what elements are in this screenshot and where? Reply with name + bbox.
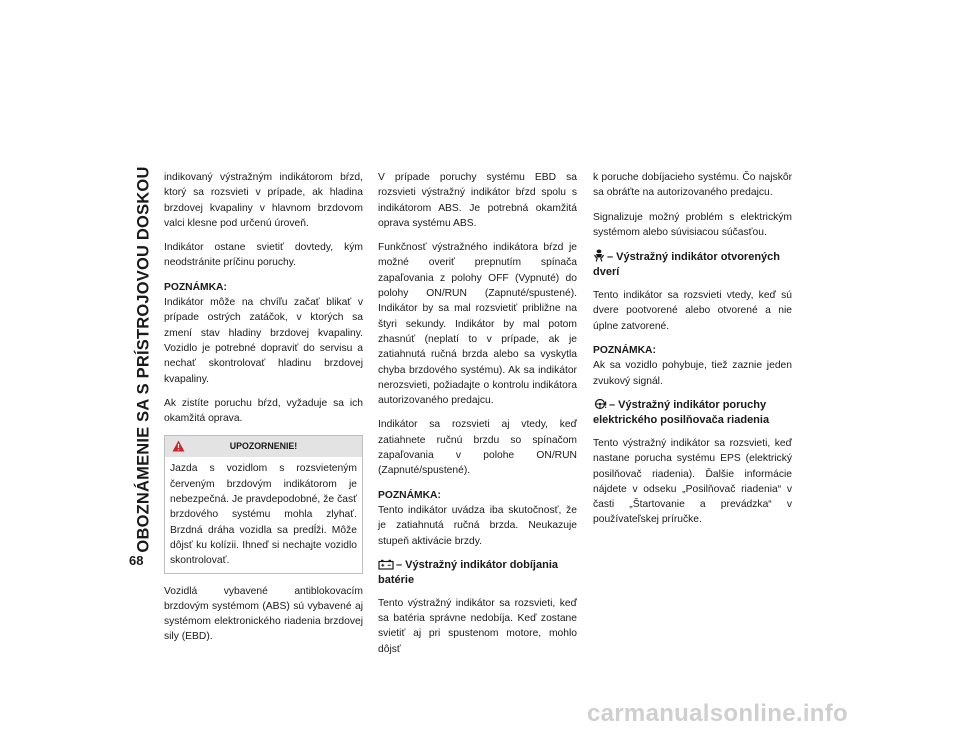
column-1	[164, 170, 363, 654]
door-ajar-icon	[593, 249, 605, 262]
paragraph: Ak zistíte poruchu bŕzd, vyžaduje sa ich okamžitá oprava.	[164, 397, 363, 425]
warning-text: Jazda s vozidlom s rozsvieteným červeným brzdovým indikátorom je nebezpečná. Je pravdepodobné, že časť brzdového systému mohla zlyhať. Brzdná dráha vozidla sa predĺži. Môže dôjsť ku kolízii. Ihneď si nechajte vozidlo skontrolovať.	[170, 463, 357, 567]
note-text: Ak sa vozidlo pohybuje, tiež zaznie jeden zvukový signál.	[593, 360, 792, 387]
paragraph: Vozidlá vybavené antiblokovacím brzdovým systémom (ABS) sú vybavené aj systémom elektronického riadenia brzdovej sily (EBD).	[164, 585, 363, 643]
paragraph: Tento výstražný indikátor sa rozsvieti, keď nastane porucha systému EPS (elektrický posilňovač riadenia). Ďalšie informácie nájdete v odseku „Posilňovač riadenia“ v časti „Štartovanie a prevádzka“ v používateľskej príručke.	[593, 437, 792, 526]
watermark: carmanualsonline.info	[587, 700, 849, 727]
steering-wheel-icon	[593, 398, 607, 410]
warning-box	[164, 435, 363, 573]
heading-text: – Výstražný indikátor otvorených dverí	[593, 251, 780, 279]
column-3	[593, 170, 792, 537]
heading-text: – Výstražný indikátor dobíjania batérie	[378, 558, 558, 586]
battery-icon	[378, 559, 394, 570]
chapter-title-text: OBOZNÁMENIE SA S PRÍSTROJOVOU DOSKOU	[134, 165, 153, 553]
paragraph: V prípade poruchy systému EBD sa rozsvieti výstražný indikátor bŕzd spolu s indikátorom ABS. Je potrebná okamžitá oprava systému ABS.	[378, 172, 577, 229]
note-label: POZNÁMKA:	[378, 489, 441, 501]
chapter-title	[129, 165, 159, 553]
heading-text: – Výstražný indikátor poruchy elektrického posilňovača riadenia	[593, 398, 770, 426]
paragraph: Funkčnosť výstražného indikátora bŕzd je možné overiť prepnutím spínača zapaľovania z polohy OFF (Vypnuté) do polohy ON/RUN (Zapnuté/spustené). Indikátor by sa mal rozsvietiť približne na štyri sekundy. Indikátor by mal potom zhasnúť (neplatí to v prípade, ak je zatiahnutá ručná brzda alebo sa vyskytla chyba brzdového systému). Ak sa indikátor nerozsvieti, požiadajte o kontrolu indikátora autorizovaného predajcu.	[378, 242, 577, 407]
section-heading-eps	[593, 398, 792, 428]
warning-triangle-icon	[172, 440, 185, 452]
column-2	[378, 170, 577, 666]
note-text: Tento indikátor uvádza iba skutočnosť, že je zatiahnutá ručná brzda. Neukazuje stupeň aktivácie brzdy.	[378, 504, 577, 547]
warning-header	[165, 436, 362, 457]
warning-title: UPOZORNENIE!	[229, 441, 298, 452]
paragraph: Indikátor sa rozsvieti aj vtedy, keď zatiahnete ručnú brzdu so spínačom zapaľovania v polohe ON/RUN (Zapnuté/spustené).	[378, 419, 577, 477]
page-number: 68	[129, 553, 144, 568]
section-heading-battery	[378, 558, 577, 588]
paragraph: Tento indikátor sa rozsvieti vtedy, keď sú dvere pootvorené alebo otvorené a nie úplne zatvorené.	[593, 290, 792, 332]
paragraph: k poruche dobíjacieho systému. Čo najskôr sa obráťte na autorizovaného predajcu.	[593, 172, 792, 199]
paragraph: Indikátor ostane svietiť dovtedy, kým neodstránite príčinu poruchy.	[164, 242, 363, 269]
paragraph: Tento výstražný indikátor sa rozsvieti, keď sa batéria správne nedobíja. Keď zostane svietiť aj pri spustenom motore, mohlo dôjsť	[378, 597, 577, 655]
note-label: POZNÁMKA:	[164, 281, 227, 293]
note-text: Indikátor môže na chvíľu začať blikať v prípade ostrých zatáčok, v ktorých sa zmení stav hladiny brzdovej kvapaliny. Vozidlo je potrebné dopraviť do servisu a nechať skontrolovať hladinu brzdovej kvapaliny.	[164, 297, 363, 385]
paragraph: Signalizuje možný problém s elektrickým systémom alebo súvisiacou súčasťou.	[593, 211, 792, 238]
section-heading-door-ajar	[593, 249, 792, 280]
paragraph: indikovaný výstražným indikátorom bŕzd, ktorý sa rozsvieti v prípade, ak hladina brzdovej kvapaliny v hlavnom brzdovom valci klesne pod určenú úroveň.	[164, 172, 363, 229]
note-label: POZNÁMKA:	[593, 345, 656, 357]
